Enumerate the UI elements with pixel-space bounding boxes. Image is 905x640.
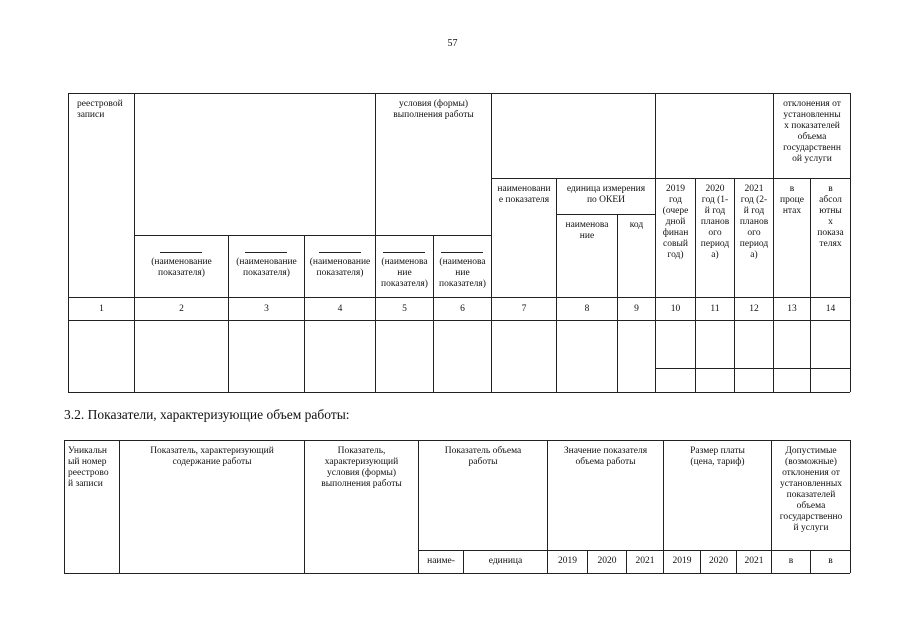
- value-year-2019: 2019: [558, 556, 577, 566]
- volume-indicator-header: Показатель объема работы: [444, 446, 522, 467]
- column-number: 8: [584, 304, 590, 314]
- deviation-percent-subheader: в: [788, 556, 794, 566]
- column-number: 13: [787, 304, 797, 314]
- work-content-header: Показатель, характеризующий содержание работы: [150, 446, 274, 467]
- volume-value-header: Значение показателя объема работы: [563, 446, 648, 467]
- indicator-name-label-4: (наименование показателя): [309, 257, 371, 278]
- work-conditions-header: условия (формы) выполнения работы: [393, 99, 474, 120]
- fee-size-header: Размер платы (цена, тариф): [690, 446, 745, 467]
- column-number: 5: [402, 304, 407, 314]
- work-conditions-header: Показатель, характеризующий условия (формы) выполнения работы: [321, 446, 402, 489]
- okei-unit-header: единица измерения по ОКЕИ: [566, 184, 646, 205]
- column-number: 6: [460, 304, 465, 314]
- unit-code-header: код: [629, 220, 644, 230]
- fee-year-2020: 2020: [709, 556, 728, 566]
- absolute-header: в абсол ютны х показа телях: [817, 184, 844, 249]
- unit-name-header: наименова ние: [565, 220, 609, 241]
- column-number: 12: [749, 304, 759, 314]
- name-subheader: наиме-: [427, 556, 455, 566]
- deviation-absolute-subheader: в: [828, 556, 833, 566]
- column-number: 1: [99, 304, 104, 314]
- percent-header: в проце нтах: [780, 184, 804, 216]
- unit-subheader: единица: [488, 556, 523, 566]
- column-number: 10: [670, 304, 681, 314]
- section-title: 3.2. Показатели, характеризующие объем работы:: [64, 407, 350, 422]
- allowed-deviations-header: Допустимые (возможные) отклонения от установленных показателей объема государственно й услуги: [779, 446, 843, 533]
- column-number: 2: [179, 304, 184, 314]
- page-number: 57: [447, 38, 458, 49]
- fee-year-2019: 2019: [672, 556, 692, 566]
- year-2020-header: 2020 год (1- й год планов ого период а): [700, 184, 730, 260]
- column-number: 7: [521, 304, 527, 314]
- value-year-2020: 2020: [597, 556, 617, 566]
- year-2021-header: 2021 год (2- й год планов ого период а): [739, 184, 769, 260]
- column-number: 14: [825, 304, 836, 314]
- deviations-header: отклонения от установленны х показателей объема государственн ой услуги: [783, 99, 841, 164]
- indicator-name-label-5: (наименова ние показателя): [381, 257, 428, 289]
- value-year-2021: 2021: [635, 556, 655, 566]
- column-number: 4: [337, 304, 343, 314]
- indicator-name-label-3: (наименование показателя): [236, 257, 297, 278]
- indicator-name-label-6: (наименова ние показателя): [439, 257, 486, 289]
- year-2019-header: 2019 год (очере дной финан совый год): [662, 184, 689, 260]
- indicator-name-label-2: (наименование показателя): [151, 257, 212, 278]
- indicator-name-header: наименовани е показателя: [497, 184, 551, 205]
- unique-number-header: Уникальн ый номер реестрово й записи: [68, 446, 109, 489]
- column-number: 9: [634, 304, 639, 314]
- column-number: 11: [710, 304, 720, 314]
- registry-entry-header: реестровой записи: [77, 99, 123, 120]
- fee-year-2021: 2021: [744, 556, 764, 566]
- column-number: 3: [264, 304, 269, 314]
